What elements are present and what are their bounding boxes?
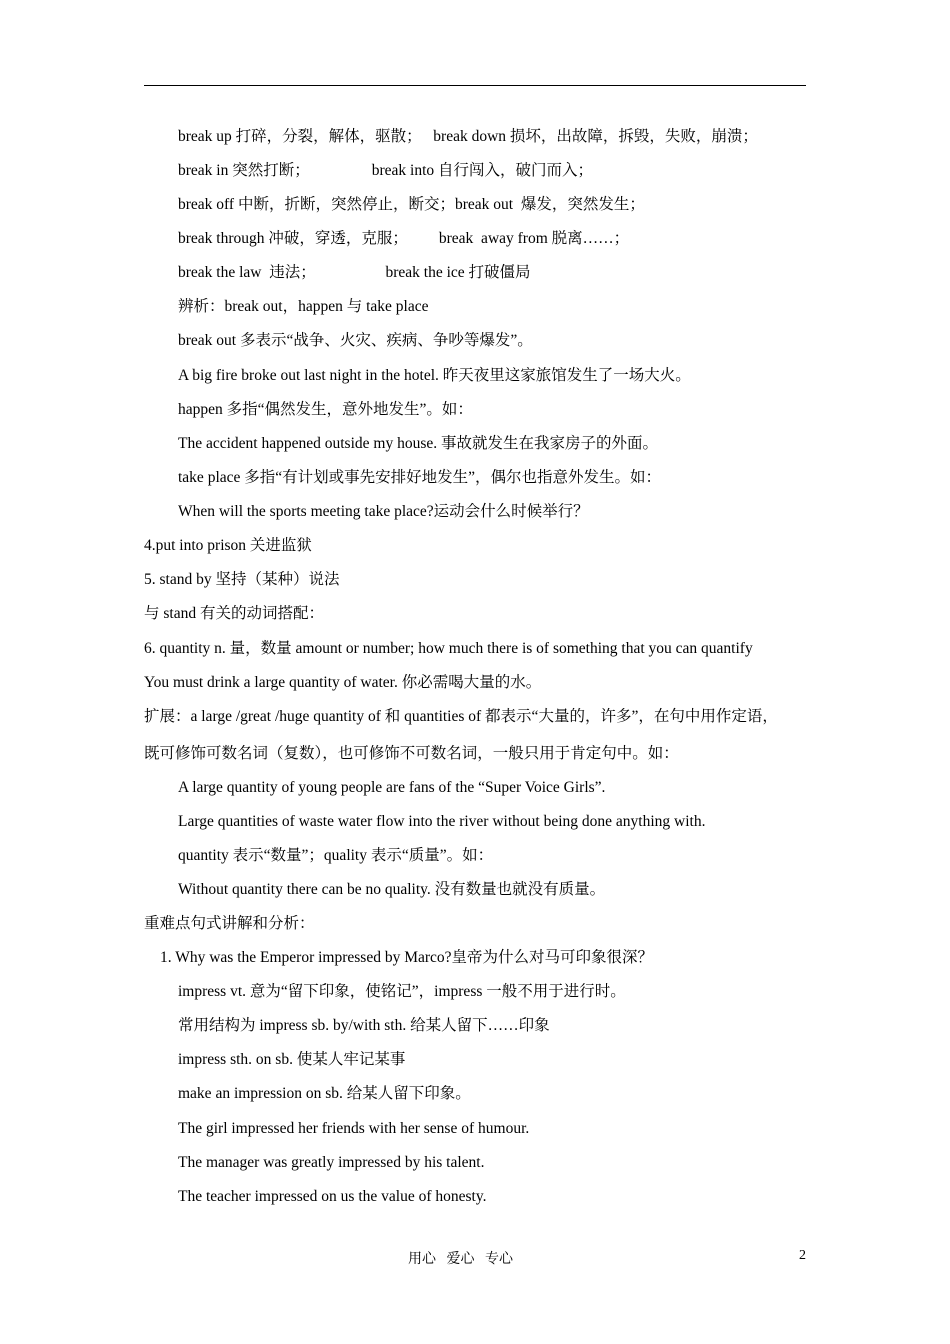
text-line: break in 突然打断； break into 自行闯入，破门而入；: [178, 162, 594, 179]
text-line: A large quantity of young people are fans of the “Super Voice Girls”.: [178, 779, 606, 796]
text-line: make an impression on sb. 给某人留下印象。: [178, 1085, 471, 1102]
text-line: The manager was greatly impressed by his talent.: [178, 1154, 485, 1171]
text-line: quantity 表示“数量”；quality 表示“质量”。如：: [178, 847, 494, 864]
text-line: 重难点句式讲解和分析：: [144, 915, 315, 932]
text-line: impress sth. on sb. 使某人牢记某事: [178, 1051, 406, 1068]
text-line: impress vt. 意为“留下印象，使铭记”，impress 一般不用于进行时。: [178, 983, 626, 1000]
header-rule: [144, 85, 806, 86]
text-line: happen 多指“偶然发生，意外地发生”。如：: [178, 401, 473, 418]
text-line: 与 stand 有关的动词搭配：: [144, 605, 324, 622]
text-line: The girl impressed her friends with her sense of humour.: [178, 1120, 530, 1137]
text-line: 5. stand by 坚持（某种）说法: [144, 571, 340, 588]
text-line: break out 多表示“战争、火灾、疾病、争吵等爆发”。: [178, 332, 533, 349]
text-line: 既可修饰可数名词（复数），也可修饰不可数名词，一般只用于肯定句中。如：: [144, 745, 679, 762]
text-line: 常用结构为 impress sb. by/with sth. 给某人留下……印象: [178, 1017, 550, 1034]
text-line: break through 冲破，穿透，克服； break away from 脱离……；: [178, 230, 630, 247]
text-line: A big fire broke out last night in the hotel. 昨天夜里这家旅馆发生了一场大火。: [178, 367, 691, 384]
text-line: Large quantities of waste water flow into the river without being done anything with.: [178, 813, 706, 830]
text-line: 辨析：break out，happen 与 take place: [178, 298, 429, 315]
text-line: When will the sports meeting take place?运动会什么时候举行？: [178, 503, 589, 520]
text-line: break up 打碎，分裂，解体，驱散； break down 损坏，出故障，拆毁，失败，崩溃；: [178, 128, 758, 145]
text-line: break off 中断，折断，突然停止，断交；break out 爆发，突然发生；: [178, 196, 645, 213]
text-line: The accident happened outside my house. 事故就发生在我家房子的外面。: [178, 435, 658, 452]
text-line: 扩展：a large /great /huge quantity of 和 quantities of 都表示“大量的，许多”，在句中用作定语，: [144, 708, 778, 725]
text-line: take place 多指“有计划或事先安排好地发生”，偶尔也指意外发生。如：: [178, 469, 662, 486]
text-line: The teacher impressed on us the value of honesty.: [178, 1188, 487, 1205]
text-line: 4.put into prison 关进监狱: [144, 537, 312, 554]
text-line: You must drink a large quantity of water. 你必需喝大量的水。: [144, 674, 542, 691]
page-number: 2: [799, 1248, 806, 1263]
text-line: 1. Why was the Emperor impressed by Marco?皇帝为什么对马可印象很深？: [160, 949, 654, 966]
text-line: 6. quantity n. 量，数量 amount or number; how much there is of something that you can quantify: [144, 640, 753, 657]
footer-motto: 用心 爱心 专心: [408, 1252, 513, 1267]
text-line: break the law 违法； break the ice 打破僵局: [178, 264, 531, 281]
text-line: Without quantity there can be no quality. 没有数量也就没有质量。: [178, 881, 606, 898]
